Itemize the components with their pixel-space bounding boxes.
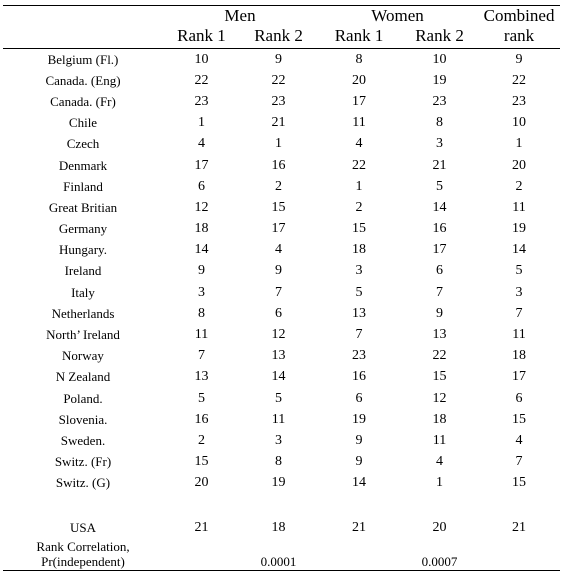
- women-rank1-cell: 8: [355, 51, 363, 67]
- women-rank1-cell: 7: [355, 327, 363, 343]
- men-rank1-cell: 9: [198, 263, 205, 279]
- men-rank2-cell: 17: [271, 221, 286, 237]
- country-cell: USA: [69, 519, 96, 535]
- table-row: [3, 219, 560, 240]
- table-row: [3, 197, 560, 218]
- men-rank1-cell: 22: [194, 72, 209, 88]
- country-cell: Netherlands: [51, 305, 115, 321]
- table-row: [3, 261, 560, 282]
- women-rank1-cell: 14: [352, 475, 367, 491]
- men-rank1-cell: 6: [198, 178, 205, 194]
- men-rank2-cell: 15: [271, 199, 286, 215]
- country-cell: Ireland: [64, 263, 102, 279]
- combined-rank-cell: 7: [515, 454, 523, 470]
- women-rank2-cell: 4: [436, 454, 444, 470]
- table-row: [3, 452, 560, 473]
- men-rank1-cell: 20: [194, 475, 209, 491]
- subheader-combined-rank: rank: [478, 26, 560, 49]
- header-men: Men: [163, 6, 317, 27]
- men-rank2-cell: 2: [275, 178, 282, 194]
- combined-rank-cell: 21: [512, 519, 527, 535]
- women-rank1-cell: 6: [355, 390, 363, 406]
- women-rank1-cell: 5: [355, 284, 363, 300]
- table-row: [3, 113, 560, 134]
- men-rank2-cell: 9: [275, 51, 282, 67]
- country-cell: Italy: [71, 284, 95, 300]
- women-rank2-cell: 13: [432, 327, 447, 343]
- men-rank2-cell: 21: [271, 115, 286, 131]
- table-row: [3, 473, 560, 494]
- women-rank1-cell: 18: [352, 242, 367, 258]
- rank-correlation-label-line1: Rank Correlation,: [36, 538, 130, 554]
- combined-rank-cell: 6: [515, 390, 523, 406]
- men-rank1-cell: 10: [194, 51, 209, 67]
- subheader-men-rank1: Rank 1: [163, 26, 240, 49]
- men-rank2-cell: 23: [271, 93, 286, 109]
- men-rank1-cell: 17: [194, 157, 209, 173]
- table-row: [3, 303, 560, 324]
- combined-rank-cell: 23: [512, 93, 527, 109]
- country-cell: Slovenia.: [58, 411, 108, 427]
- combined-rank-cell: 19: [512, 221, 527, 237]
- combined-rank-cell: 11: [512, 327, 526, 343]
- table-row: [3, 388, 560, 409]
- women-rank1-cell: 16: [352, 369, 367, 385]
- rank-table-container: [3, 5, 560, 571]
- men-rank1-cell: 5: [198, 390, 205, 406]
- women-rank2-cell: 8: [436, 115, 444, 131]
- table-row: [3, 409, 560, 430]
- men-rank1-cell: 23: [194, 93, 209, 109]
- table-row: [3, 430, 560, 451]
- women-rank1-cell: 23: [352, 348, 367, 364]
- spacer-row: [3, 494, 560, 515]
- women-rank1-cell: 2: [355, 199, 363, 215]
- women-rank2-cell: 14: [432, 199, 447, 215]
- table-header: [3, 6, 560, 49]
- combined-rank-cell: 4: [515, 432, 523, 448]
- table-row: [3, 155, 560, 176]
- men-rank1-cell: 2: [198, 432, 205, 448]
- subheader-men-rank2: Rank 2: [240, 26, 317, 49]
- women-rank1-cell: 21: [352, 519, 367, 535]
- women-rank2-cell: 15: [432, 369, 447, 385]
- men-rank2-cell: 16: [271, 157, 286, 173]
- men-rank2-cell: 3: [275, 432, 282, 448]
- men-rank2-cell: 13: [271, 348, 286, 364]
- men-rank2-cell: 19: [271, 475, 286, 491]
- men-rank1-cell: 11: [194, 327, 209, 343]
- country-cell: Switz. (G): [55, 475, 111, 491]
- women-rank2-cell: 10: [432, 51, 447, 67]
- country-cell: Finland: [63, 178, 103, 194]
- men-rank2-cell: 5: [275, 390, 282, 406]
- men-rank2-cell: 7: [275, 284, 282, 300]
- table-row: [3, 324, 560, 345]
- combined-rank-cell: 11: [512, 199, 526, 215]
- men-rank1-cell: 15: [194, 454, 209, 470]
- men-rank1-cell: 18: [194, 221, 209, 237]
- table-row: [3, 49, 560, 71]
- women-rank1-cell: 15: [352, 221, 367, 237]
- table-row: [3, 367, 560, 388]
- corr-women-value: 0.0007: [401, 536, 478, 571]
- header-combined: Combined: [478, 6, 560, 27]
- women-rank2-cell: 6: [436, 263, 444, 279]
- men-rank2-cell: 9: [275, 263, 282, 279]
- country-cell: Great Britian: [48, 199, 118, 215]
- table-row: [3, 176, 560, 197]
- table-body: [3, 49, 560, 571]
- table-row: [3, 91, 560, 112]
- corr-men-value: 0.0001: [240, 536, 317, 571]
- rank-correlation-label: [3, 536, 163, 571]
- combined-rank-cell: 15: [512, 411, 527, 427]
- men-rank2-cell: 22: [271, 72, 286, 88]
- women-rank1-cell: 1: [355, 178, 363, 194]
- combined-rank-cell: 20: [512, 157, 527, 173]
- women-rank2-cell: 3: [436, 136, 444, 152]
- women-rank2-cell: 9: [436, 305, 444, 321]
- combined-rank-cell: 18: [512, 348, 527, 364]
- women-rank2-cell: 20: [432, 519, 447, 535]
- men-rank2-cell: 8: [275, 454, 282, 470]
- men-rank1-cell: 13: [194, 369, 209, 385]
- country-cell: Poland.: [63, 390, 103, 406]
- men-rank2-cell: 4: [275, 242, 282, 258]
- country-cell: N Zealand: [55, 369, 111, 385]
- women-rank2-cell: 22: [432, 348, 447, 364]
- men-rank1-cell: 12: [194, 199, 209, 215]
- women-rank1-cell: 19: [352, 411, 367, 427]
- header-blank: [3, 6, 163, 27]
- men-rank1-cell: 16: [194, 411, 209, 427]
- men-rank1-cell: 14: [194, 242, 209, 258]
- combined-rank-cell: 10: [512, 115, 527, 131]
- country-cell: Germany: [58, 221, 108, 237]
- men-rank1-cell: 8: [198, 305, 205, 321]
- men-rank2-cell: 12: [271, 327, 286, 343]
- subheader-women-rank1: Rank 1: [317, 26, 401, 49]
- combined-rank-cell: 7: [515, 305, 523, 321]
- men-rank2-cell: 6: [275, 305, 282, 321]
- combined-rank-cell: 14: [512, 242, 527, 258]
- women-rank1-cell: 3: [355, 263, 363, 279]
- women-rank2-cell: 23: [432, 93, 447, 109]
- corr-blank-men-rank1: [163, 536, 240, 571]
- country-cell: Hungary.: [59, 242, 107, 258]
- men-rank2-cell: 1: [275, 136, 282, 152]
- combined-rank-cell: 15: [512, 475, 527, 491]
- table-row: [3, 134, 560, 155]
- women-rank2-cell: 17: [432, 242, 447, 258]
- combined-rank-cell: 1: [515, 136, 523, 152]
- table-row: [3, 282, 560, 303]
- women-rank2-cell: 12: [432, 390, 447, 406]
- corr-blank-combined: [478, 536, 560, 571]
- women-rank2-cell: 1: [436, 475, 444, 491]
- women-rank2-cell: 11: [432, 432, 447, 448]
- men-rank1-cell: 1: [198, 115, 205, 131]
- women-rank1-cell: 17: [352, 93, 367, 109]
- country-cell: Denmark: [58, 157, 108, 173]
- combined-rank-cell: 3: [515, 284, 523, 300]
- country-cell: Switz. (Fr): [54, 454, 112, 470]
- women-rank2-cell: 7: [436, 284, 444, 300]
- country-cell: Sweden.: [60, 432, 106, 448]
- rank-correlation-row: [3, 536, 560, 571]
- men-rank2-cell: 18: [271, 519, 286, 535]
- women-rank1-cell: 9: [355, 454, 363, 470]
- table-row: [3, 70, 560, 91]
- women-rank2-cell: 18: [432, 411, 447, 427]
- country-cell: Canada. (Fr): [50, 93, 116, 109]
- women-rank1-cell: 9: [355, 432, 363, 448]
- table-row: [3, 240, 560, 261]
- country-cell: Chile: [68, 115, 98, 131]
- men-rank1-cell: 3: [198, 284, 205, 300]
- table-row: [3, 346, 560, 367]
- rank-table: [3, 5, 560, 571]
- country-cell: Canada. (Eng): [45, 72, 121, 88]
- women-rank1-cell: 20: [352, 72, 367, 88]
- header-women: Women: [317, 6, 478, 27]
- corr-blank-women-rank1: [317, 536, 401, 571]
- women-rank1-cell: 4: [355, 136, 363, 152]
- men-rank1-cell: 7: [198, 348, 205, 364]
- subheader-women-rank2: Rank 2: [401, 26, 478, 49]
- country-cell: Norway: [62, 348, 104, 364]
- men-rank1-cell: 21: [194, 519, 209, 535]
- subheader-blank: [3, 26, 163, 49]
- combined-rank-cell: 9: [515, 51, 523, 67]
- men-rank2-cell: 14: [271, 369, 286, 385]
- country-cell: Czech: [66, 136, 100, 152]
- men-rank1-cell: 4: [198, 136, 205, 152]
- rank-correlation-label-line2: Pr(independent): [41, 553, 125, 569]
- table-row: [3, 515, 560, 536]
- combined-rank-cell: 2: [515, 178, 523, 194]
- women-rank2-cell: 21: [432, 157, 447, 173]
- women-rank1-cell: 22: [352, 157, 367, 173]
- country-cell: North’ Ireland: [46, 327, 120, 343]
- combined-rank-cell: 22: [512, 72, 527, 88]
- women-rank2-cell: 5: [436, 178, 444, 194]
- women-rank2-cell: 19: [432, 72, 447, 88]
- women-rank1-cell: 13: [352, 305, 367, 321]
- combined-rank-cell: 5: [515, 263, 523, 279]
- women-rank1-cell: 11: [352, 115, 366, 131]
- country-cell: Belgium (Fl.): [47, 51, 119, 67]
- combined-rank-cell: 17: [512, 369, 527, 385]
- women-rank2-cell: 16: [432, 221, 447, 237]
- men-rank2-cell: 11: [271, 411, 286, 427]
